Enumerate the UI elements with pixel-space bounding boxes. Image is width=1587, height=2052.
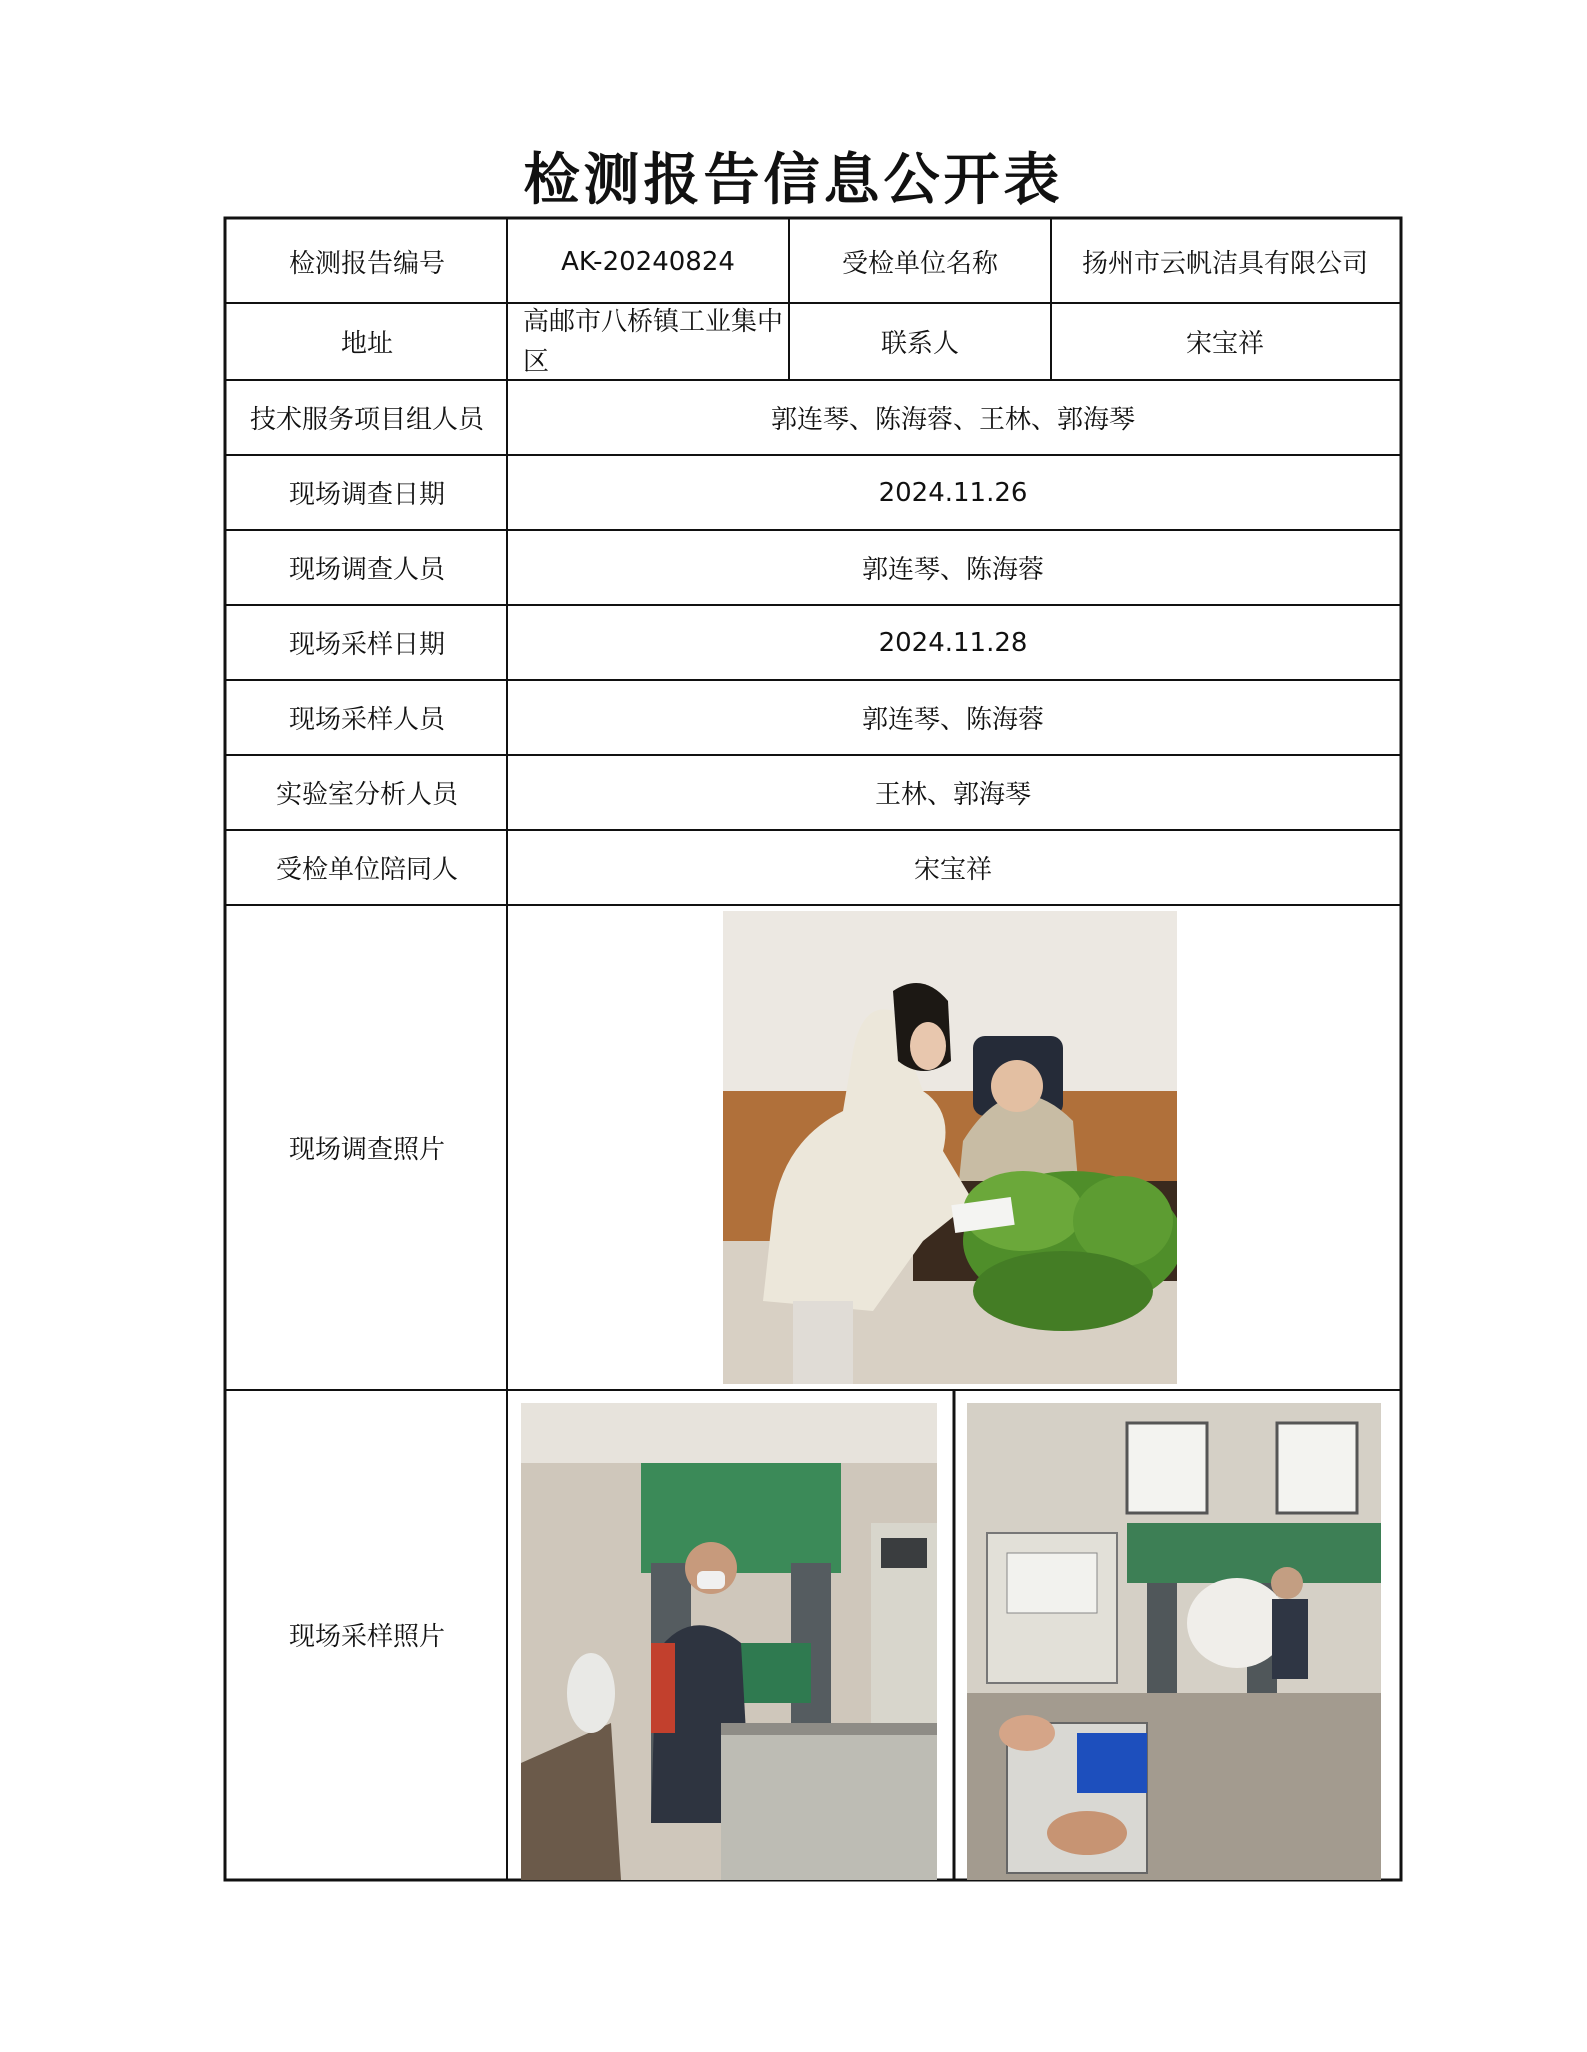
survey-staff-value: 郭连琴、陈海蓉 — [861, 555, 1044, 585]
team-label: 技术服务项目组人员 — [249, 405, 484, 435]
sampling-staff-label: 现场采样人员 — [288, 705, 445, 735]
survey-photo-label: 现场调查照片 — [288, 1135, 445, 1165]
report-no-value: AK-20240824 — [561, 246, 735, 277]
unit-name-label: 受检单位名称 — [841, 249, 998, 279]
sampling-date-label: 现场采样日期 — [288, 630, 445, 660]
page-title: 检测报告信息公开表 — [523, 148, 1064, 213]
sampling-staff-value: 郭连琴、陈海蓉 — [861, 705, 1044, 735]
address-label: 地址 — [340, 329, 393, 359]
sampling-photo-1 — [521, 1403, 937, 1880]
sampling-date-value: 2024.11.28 — [878, 627, 1028, 658]
survey-staff-label: 现场调查人员 — [288, 555, 445, 585]
report-no-label: 检测报告编号 — [288, 249, 445, 279]
contact-value: 宋宝祥 — [1185, 329, 1264, 359]
lab-staff-value: 王林、郭海琴 — [874, 780, 1031, 810]
survey-photo — [723, 911, 1177, 1384]
survey-date-label: 现场调查日期 — [288, 480, 445, 510]
sampling-photo-label: 现场采样照片 — [288, 1621, 445, 1652]
address-value: 高邮市八桥镇工业集中区 — [523, 306, 784, 377]
team-value: 郭连琴、陈海蓉、王林、郭海琴 — [770, 405, 1135, 435]
unit-name-value: 扬州市云帆洁具有限公司 — [1081, 249, 1368, 279]
sampling-photo-2 — [967, 1403, 1381, 1880]
escort-label: 受检单位陪同人 — [275, 855, 458, 885]
escort-value: 宋宝祥 — [913, 855, 992, 885]
survey-date-value: 2024.11.26 — [878, 477, 1028, 508]
contact-label: 联系人 — [880, 329, 959, 359]
lab-staff-label: 实验室分析人员 — [275, 780, 458, 810]
